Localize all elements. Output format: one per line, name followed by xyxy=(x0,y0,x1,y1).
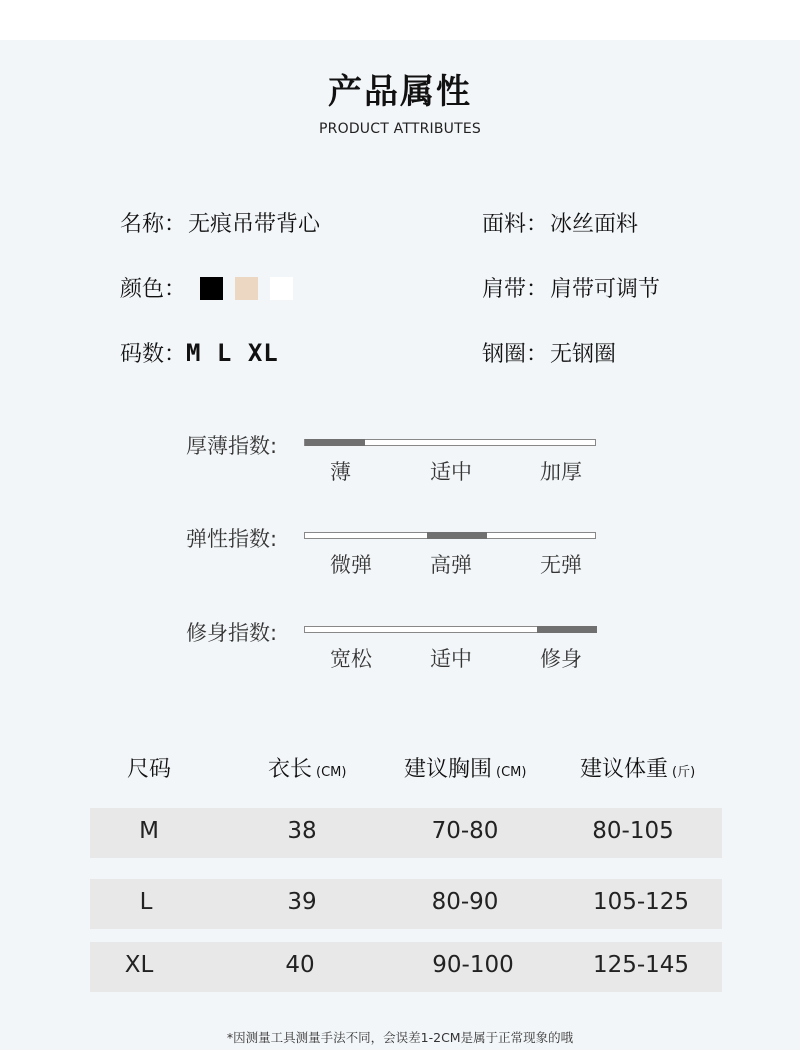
attr-size-label: 码数： xyxy=(120,342,187,367)
table-cell: 39 xyxy=(287,889,317,915)
table-cell: 40 xyxy=(285,952,315,978)
index-label: 修身指数: xyxy=(186,621,278,645)
table-cell: 125-145 xyxy=(592,952,690,978)
table-cell: 105-125 xyxy=(592,889,690,915)
index-bar xyxy=(304,626,596,633)
index-option: 适中 xyxy=(430,460,472,484)
header-text: 尺码 xyxy=(127,757,172,782)
color-swatch xyxy=(200,277,223,300)
header-unit: (斤) xyxy=(672,765,696,780)
page-title: 产品属性 xyxy=(328,72,472,112)
attr-strap-value: 肩带可调节 xyxy=(550,277,661,302)
measurement-note: *因测量工具测量手法不同，会误差1-2CM是属于正常现象的哦 xyxy=(226,1030,574,1045)
header-text: 建议胸围 xyxy=(404,757,493,782)
index-option: 高弹 xyxy=(430,553,472,577)
index-option: 适中 xyxy=(430,647,472,671)
color-swatch xyxy=(270,277,293,300)
table-header-size xyxy=(127,752,171,783)
attr-fabric-value: 冰丝面料 xyxy=(550,212,639,237)
attr-underwire-value: 无钢圈 xyxy=(550,342,617,367)
index-level-segment xyxy=(427,532,487,539)
header-unit: (CM) xyxy=(496,765,527,780)
table-row xyxy=(90,808,722,858)
page-subtitle: PRODUCT ATTRIBUTES xyxy=(319,121,481,137)
color-swatches xyxy=(200,277,305,302)
table-cell: 80-90 xyxy=(431,889,499,915)
index-bar xyxy=(304,532,596,539)
table-header-length xyxy=(268,752,346,783)
table-cell: 38 xyxy=(287,818,317,844)
table-row xyxy=(90,879,722,929)
header-unit: (CM) xyxy=(316,765,347,780)
table-cell: 90-100 xyxy=(432,952,514,978)
table-header-bust xyxy=(404,752,526,783)
attr-fabric-label: 面料： xyxy=(482,212,549,237)
attr-name-value: 无痕吊带背心 xyxy=(188,212,321,237)
attr-strap xyxy=(482,272,660,303)
attr-fabric xyxy=(482,207,638,238)
attr-strap-label: 肩带： xyxy=(482,277,549,302)
table-cell: XL xyxy=(124,952,154,978)
color-swatch xyxy=(235,277,258,300)
index-option: 宽松 xyxy=(330,647,372,671)
index-label: 弹性指数: xyxy=(186,527,278,551)
index-level-segment xyxy=(305,439,365,446)
attr-color-label: 颜色： xyxy=(120,277,187,302)
index-label: 厚薄指数: xyxy=(186,434,278,458)
table-cell: 70-80 xyxy=(431,818,499,844)
index-option: 无弹 xyxy=(540,553,582,577)
attr-size-value: M L XL xyxy=(186,339,279,367)
index-option: 薄 xyxy=(330,460,351,484)
index-option: 微弹 xyxy=(330,553,372,577)
header-text: 衣长 xyxy=(268,757,313,782)
table-row xyxy=(90,942,722,992)
attr-underwire-label: 钢圈： xyxy=(482,342,549,367)
table-cell: M xyxy=(139,818,159,844)
attr-size xyxy=(120,337,279,368)
attr-name xyxy=(120,207,320,238)
table-cell: L xyxy=(139,889,153,915)
index-option: 加厚 xyxy=(540,460,582,484)
attr-color xyxy=(120,272,305,303)
attr-name-label: 名称： xyxy=(120,212,187,237)
table-cell: 80-105 xyxy=(592,818,674,844)
index-level-segment xyxy=(537,626,597,633)
attr-underwire xyxy=(482,337,616,368)
top-band xyxy=(0,0,800,40)
header-text: 建议体重 xyxy=(580,757,669,782)
table-header-weight xyxy=(580,752,695,783)
index-option: 修身 xyxy=(540,647,582,671)
index-bar xyxy=(304,439,596,446)
